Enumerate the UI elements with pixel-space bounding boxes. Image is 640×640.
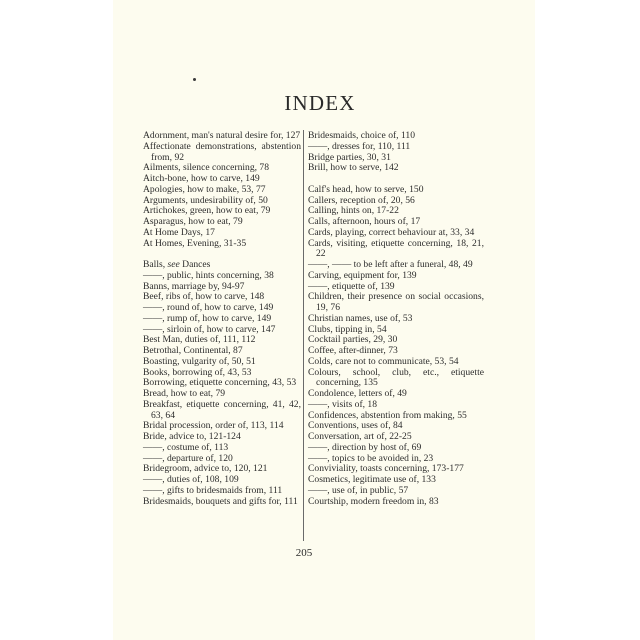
index-entry: Bridegroom, advice to, 120, 121 (143, 463, 268, 475)
index-entry: ——, —— to be left after a funeral, 48, 49 (308, 259, 473, 270)
index-entry: ——, dresses for, 110, 111 (308, 140, 411, 152)
index-entry: Bridesmaids, bouquets and gifts for, 111 (143, 495, 298, 507)
index-entry: Coffee, after-dinner, 73 (308, 345, 398, 356)
index-entry: ——, round of, how to carve, 149 (143, 302, 274, 313)
page-title: INDEX (284, 91, 356, 115)
index-entry: Calf's head, how to serve, 150 (308, 183, 424, 195)
index-entry: Clubs, tipping in, 54 (308, 323, 387, 335)
index-entry: Borrowing, etiquette concerning, 43, 53 (143, 377, 297, 389)
index-entry: ——, visits of, 18 (308, 398, 378, 410)
index-entry: Brill, how to serve, 142 (308, 162, 399, 174)
index-entry: ——, sirloin of, how to carve, 147 (143, 323, 276, 335)
index-entry: Apologies, how to make, 53, 77 (143, 183, 266, 195)
index-entry: At Homes, Evening, 31-35 (143, 237, 247, 249)
ink-speck (193, 78, 196, 81)
cross-reference-target: Dances (179, 259, 211, 270)
index-entry: Boasting, vulgarity of, 50, 51 (143, 355, 256, 367)
index-entry: Conviviality, toasts concerning, 173-177 (308, 463, 464, 475)
index-entry: ——, duties of, 108, 109 (143, 474, 239, 485)
index-entry: ——, public, hints concerning, 38 (143, 269, 274, 281)
index-entry: Conventions, uses of, 84 (308, 420, 403, 432)
index-entry: ——, rump of, how to carve, 149 (143, 312, 272, 324)
index-entry: ——, gifts to bridesmaids from, 111 (143, 484, 283, 496)
index-entry: ——, etiquette of, 139 (308, 280, 395, 292)
index-entry: Calls, afternoon, hours of, 17 (308, 216, 421, 227)
index-entry: Breakfast, etiquette concerning, 41, 42, 63, 64 (143, 398, 301, 421)
index-entry: Children, their presence on social occasions, 19, 76 (308, 291, 484, 313)
index-entry: Bridesmaids, choice of, 110 (308, 130, 416, 141)
index-entry: Cards, playing, correct behaviour at, 33, 34 (308, 226, 475, 238)
index-entry: Banns, marriage by, 94-97 (143, 280, 245, 292)
index-entry: Arguments, undesirability of, 50 (143, 194, 268, 206)
index-entry: ——, costume of, 113 (143, 441, 229, 453)
index-entry: ——, topics to be avoided in, 23 (308, 452, 434, 464)
index-entry: Cards, visiting, etiquette concerning, 18, 21, 22 (308, 237, 484, 260)
index-entry: Colds, care not to communicate, 53, 54 (308, 355, 459, 367)
index-entry: Christian names, use of, 53 (308, 312, 413, 324)
page-number: 205 (295, 547, 313, 559)
index-entry: Condolence, letters of, 49 (308, 388, 407, 399)
index-entry: Bride, advice to, 121-124 (143, 431, 241, 442)
index-entry: Betrothal, Continental, 87 (143, 345, 243, 356)
index-entry: Bridge parties, 30, 31 (308, 151, 391, 163)
index-entry: Callers, reception of, 20, 56 (308, 194, 415, 206)
column-divider (303, 130, 304, 541)
index-entry: Cocktail parties, 29, 30 (308, 334, 398, 346)
index-entry: Calling, hints on, 17-22 (308, 205, 399, 217)
index-entry: Affectionate demonstrations, abstention from, 92 (143, 140, 301, 163)
entry-text: Balls, (143, 259, 168, 270)
index-entry: Adornment, man's natural desire for, 127 (143, 130, 301, 141)
index-entry: Best Man, duties of, 111, 112 (143, 334, 256, 346)
index-entry: ——, use of, in public, 57 (308, 484, 409, 496)
index-entry: Asparagus, how to eat, 79 (143, 216, 243, 227)
see-reference: see (167, 259, 180, 270)
index-entry: Cosmetics, legitimate use of, 133 (308, 474, 436, 485)
index-entry: Beef, ribs of, how to carve, 148 (143, 291, 265, 303)
index-entry: ——, departure of, 120 (143, 452, 233, 464)
index-entry: Conversation, art of, 22-25 (308, 431, 412, 442)
index-entry: Courtship, modern freedom in, 83 (308, 495, 439, 507)
index-entry: Artichokes, green, how to eat, 79 (143, 205, 271, 217)
index-entry: Books, borrowing of, 43, 53 (143, 366, 252, 378)
index-column-left (143, 131, 301, 507)
index-entry: Confidences, abstention from making, 55 (308, 409, 467, 421)
index-entry: Bridal procession, order of, 113, 114 (143, 420, 284, 432)
index-entry: ——, direction by host of, 69 (308, 441, 422, 453)
index-entry: Colours, school, club, etc., etiquette concerning, 135 (308, 366, 484, 389)
index-entry: At Home Days, 17 (143, 226, 215, 238)
index-entry: Bread, how to eat, 79 (143, 388, 226, 399)
index-column-right (308, 131, 484, 507)
index-entry: Carving, equipment for, 139 (308, 269, 417, 281)
index-entry: Ailments, silence concerning, 78 (143, 162, 270, 174)
index-entry: Aitch-bone, how to carve, 149 (143, 173, 260, 184)
